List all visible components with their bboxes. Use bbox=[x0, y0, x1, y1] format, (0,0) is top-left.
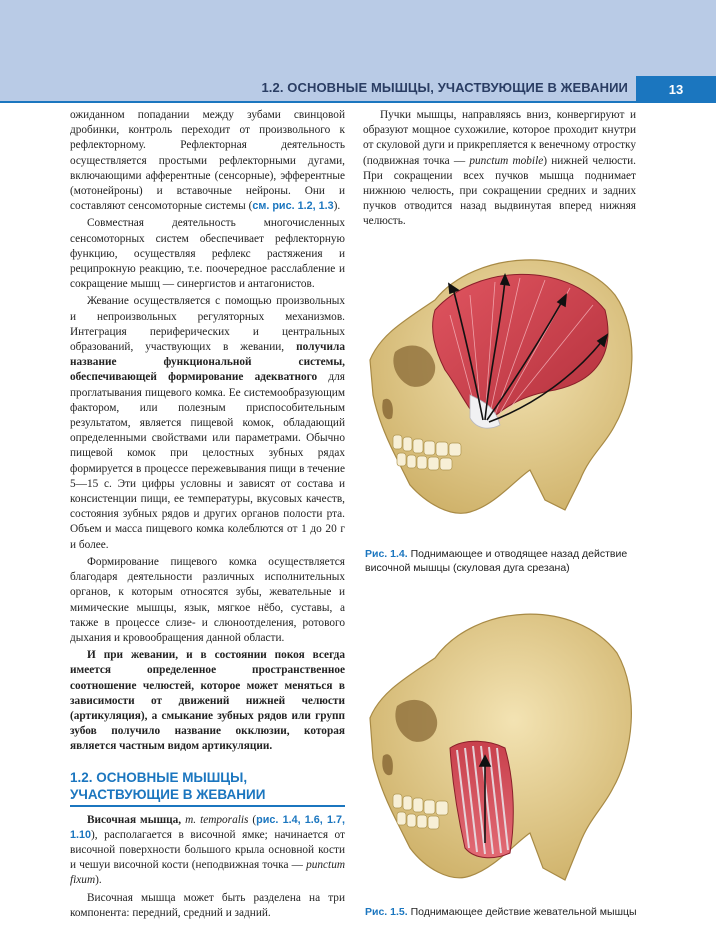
left-column bbox=[70, 108, 345, 921]
paragraph-6: Височная мышца, m. temporalis (рис. 1.4, 1.6, 1.7, 1.10), располагается в височной ямке; начинается от височной поверхности большого крыла основной кости и чешуи височной кости (неподвижная точка — punctum fixum). bbox=[70, 813, 345, 887]
right-column bbox=[363, 108, 636, 230]
paragraph-5: И при жевании, и в состоянии покоя всегда имеется определенное пространственное соотношение челюстей, которое может меняться в зависимости от движений нижней челюсти (артикуляция), а смыкание зубных рядов или групп зубов получило название окклюзии, которая является частным видом артикуляции. bbox=[70, 649, 345, 753]
figure-ref-link[interactable]: см. рис. 1.2, 1.3 bbox=[252, 200, 334, 213]
running-head: 1.2. ОСНОВНЫЕ МЫШЦЫ, УЧАСТВУЮЩИЕ В ЖЕВАНИИ bbox=[261, 80, 628, 95]
figure-ref-link-2[interactable]: рис. 1.4, 1.6, 1.7, 1.10 bbox=[70, 813, 345, 841]
paragraph-right-1: Пучки мышцы, направляясь вниз, конвергируют и образуют мощное сухожилие, которое проходит кнутри от скуловой дуги и прикрепляется к венечному отростку (подвижная точка — punctum mobile) нижней челюсти. При сокращении всех пучков мышца поднимает нижнюю челюсть, при сокращении средних и задних пучков отводится назад выдвинутая вперед нижняя челюсть. bbox=[363, 109, 636, 228]
page-number: 13 bbox=[636, 76, 716, 102]
paragraph-3: Жевание осуществляется с помощью произвольных и непроизвольных регуляторных механизмов. Интеграция периферических и центральных образований, участвующих в жевании, получила название функциональной системы, обеспечивающей формирование адекватного для проглатывания пищевого комка. Ее системообразующим фактором, или полезным приспособительным результатом, является пищевой комок, обладающий определенными свойствами или параметрами. Обычно пищевой комок при целостных зубных рядах формируется в процессе пережевывания пищи в течение 5—15 с. Эти цифры условны и зависят от состава и консистенции пищи, ее температуры, вкусовых качеств, состояния зубных рядов и других органов полости рта. Объем и масса пищевого комка колеблются от 1 до 20 г и более. bbox=[70, 295, 345, 551]
section-heading: 1.2. ОСНОВНЫЕ МЫШЦЫ, УЧАСТВУЮЩИЕ В ЖЕВАНИИ bbox=[70, 769, 345, 807]
paragraph-7: Височная мышца может быть разделена на три компонента: передний, средний и задний. bbox=[70, 891, 345, 919]
figure-caption-1-4: Рис. 1.4. Поднимающее и отводящее назад действие височной мышцы (скуловая дуга срезана) bbox=[365, 548, 628, 574]
figure-1-4-skull-temporalis bbox=[365, 240, 640, 530]
figure-caption-1-5: Рис. 1.5. Поднимающее действие жевательной мышцы bbox=[365, 906, 637, 918]
header-rule bbox=[0, 101, 716, 103]
paragraph-4: Формирование пищевого комка осуществляется благодаря деятельности различных исполнительных органов, к которым относятся зубы, жевательные и мимические мышцы, язык, мягкое нёбо, суставы, а также в процессе слизе- и слюноотделения, ротового дыхания и кровообращения данной области. bbox=[70, 555, 345, 644]
paragraph-1: ожиданном попадании между зубами свинцовой дробинки, контроль переходит от произвольного к рефлекторному. Рефлекторная деятельность осуществляется простыми рефлекторными дугами, включающими афферентные (сенсорные), эфферентные (мотонейроны) и вставочные нейроны. Они и составляют сенсомоторные системы (см. рис. 1.2, 1.3). bbox=[70, 109, 345, 213]
figure-1-5-skull-masseter bbox=[365, 598, 640, 898]
paragraph-2: Совместная деятельность многочисленных сенсомоторных систем обеспечивает рефлекторную функцию, осуществляя рефлекс растяжения и реципрокную реакцию, т.е. поочередное расслабление и сокращение мышц — синергистов и антагонистов. bbox=[70, 217, 345, 291]
